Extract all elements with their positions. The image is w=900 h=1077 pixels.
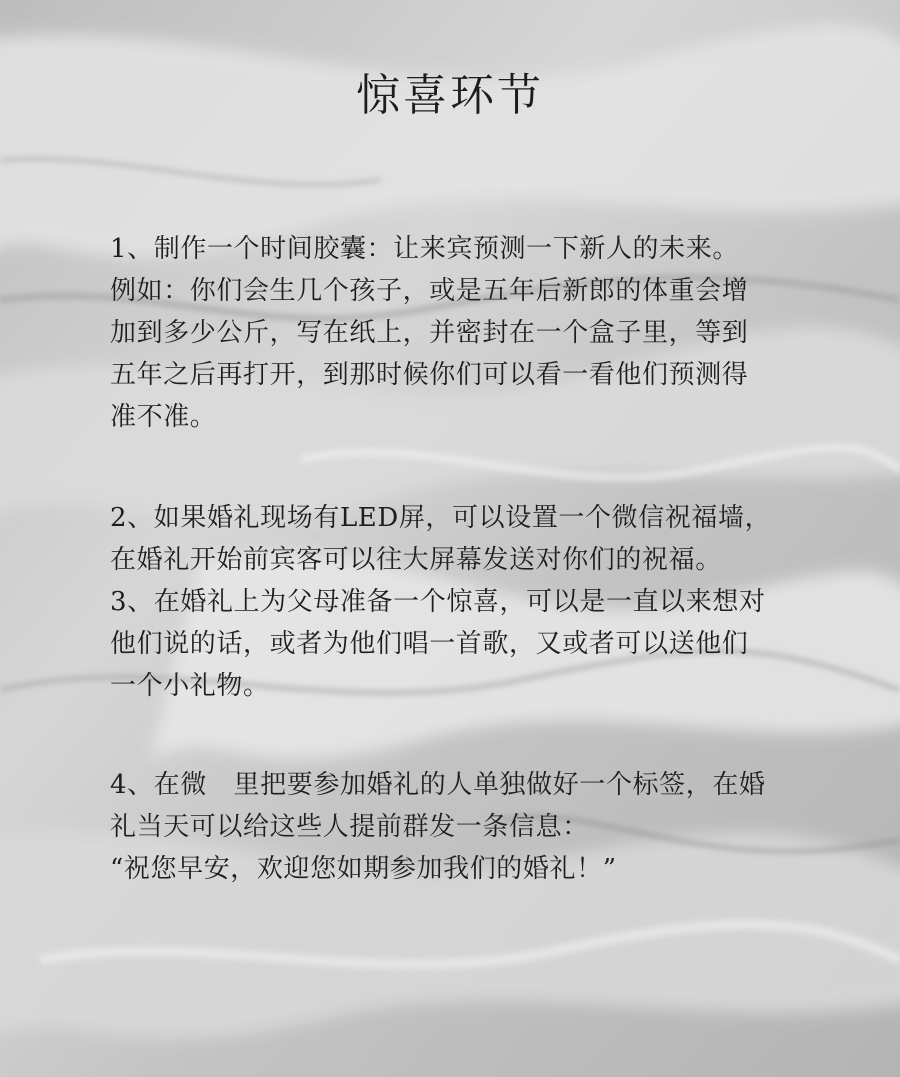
text-line: 礼当天可以给这些人提前群发一条信息： (110, 812, 589, 842)
text-line: 一个小礼物。 (110, 671, 270, 701)
paragraph-time-capsule (110, 228, 800, 438)
page-title: 惊喜环节 (356, 70, 544, 121)
text-line: 在婚礼开始前宾客可以往大屏幕发送对你们的祝福。 (110, 545, 722, 575)
paragraph-led-wall-and-parents (110, 497, 800, 707)
text-line: 他们说的话，或者为他们唱一首歌，又或者可以送他们 (110, 629, 749, 659)
text-line: 加到多少公斤，写在纸上，并密封在一个盒子里，等到 (110, 318, 749, 348)
text-line: 1、制作一个时间胶囊：让来宾预测一下新人的未来。 (110, 234, 739, 264)
text-line: 五年之后再打开，到那时候你们可以看一看他们预测得 (110, 360, 749, 390)
text-line: 例如：你们会生几个孩子，或是五年后新郎的体重会增 (110, 276, 749, 306)
text-line: 4、在微 里把要参加婚礼的人单独做好一个标签，在婚 (110, 770, 766, 800)
text-line: “祝您早安，欢迎您如期参加我们的婚礼！” (110, 854, 617, 884)
text-line: 3、在婚礼上为父母准备一个惊喜，可以是一直以来想对 (110, 587, 766, 617)
paragraph-group-message (110, 764, 800, 890)
text-line: 准不准。 (110, 402, 217, 432)
text-line: 2、如果婚礼现场有LED屏，可以设置一个微信祝福墙， (110, 503, 772, 533)
